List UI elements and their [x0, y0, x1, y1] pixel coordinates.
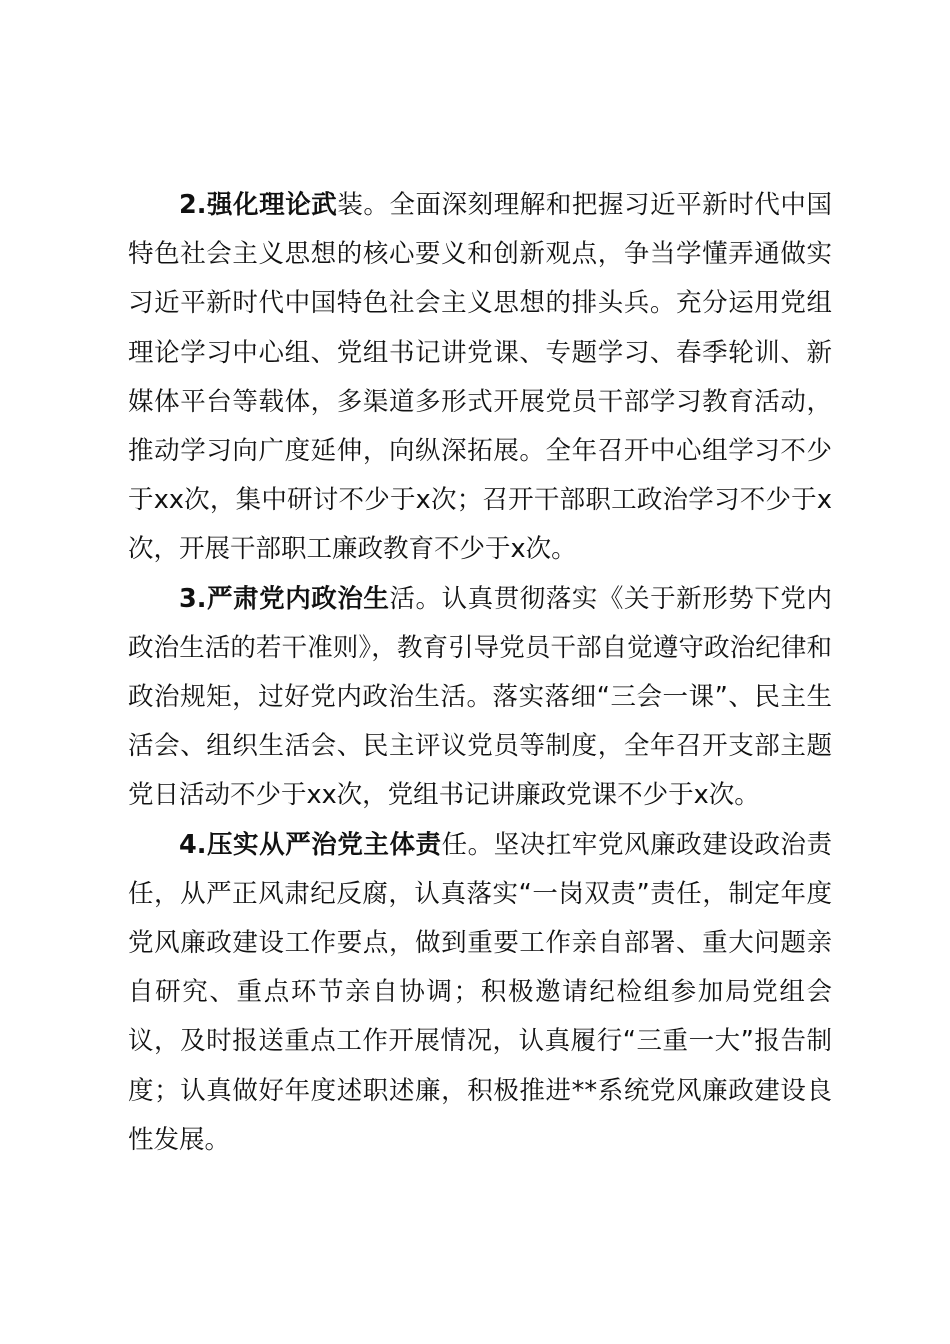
- paragraph-3: [128, 575, 832, 821]
- paragraph-3-heading: 3.严肃党内政治生: [179, 583, 390, 614]
- document-page: [128, 181, 832, 1165]
- paragraph-2-body: 装。全面深刻理解和把握习近平新时代中国特色社会主义思想的核心要义和创新观点，争当学懂弄通做实习近平新时代中国特色社会主义思想的排头兵。充分运用党组理论学习中心组、党组书记讲党课、专题学习、春季轮训、新媒体平台等载体，多渠道多形式开展党员干部学习教育活动，推动学习向广度延伸，向纵深拓展。全年召开中心组学习不少于xx次，集中研讨不少于x次；召开干部职工政治学习不少于x次，开展干部职工廉政教育不少于x次。: [128, 190, 832, 565]
- paragraph-3-body: 活。认真贯彻落实《关于新形势下党内政治生活的若干准则》，教育引导党员干部自觉遵守政治纪律和政治规矩，过好党内政治生活。落实落细“三会一课”、民主生活会、组织生活会、民主评议党员等制度，全年召开支部主题党日活动不少于xx次，党组书记讲廉政党课不少于x次。: [128, 583, 832, 811]
- paragraph-4-body: 任。坚决扛牢党风廉政建设政治责任，从严正风肃纪反腐，认真落实“一岗双责”责任，制定年度党风廉政建设工作要点，做到重要工作亲自部署、重大问题亲自研究、重点环节亲自协调；积极邀请纪检组参加局党组会议，及时报送重点工作开展情况，认真履行“三重一大”报告制度；认真做好年度述职述廉，积极推进**系统党风廉政建设良性发展。: [128, 829, 832, 1155]
- paragraph-2-heading: 2.强化理论武: [179, 190, 338, 220]
- paragraph-2: [128, 181, 832, 575]
- paragraph-4: [128, 821, 832, 1165]
- paragraph-4-heading: 4.压实从严治党主体责: [179, 829, 442, 860]
